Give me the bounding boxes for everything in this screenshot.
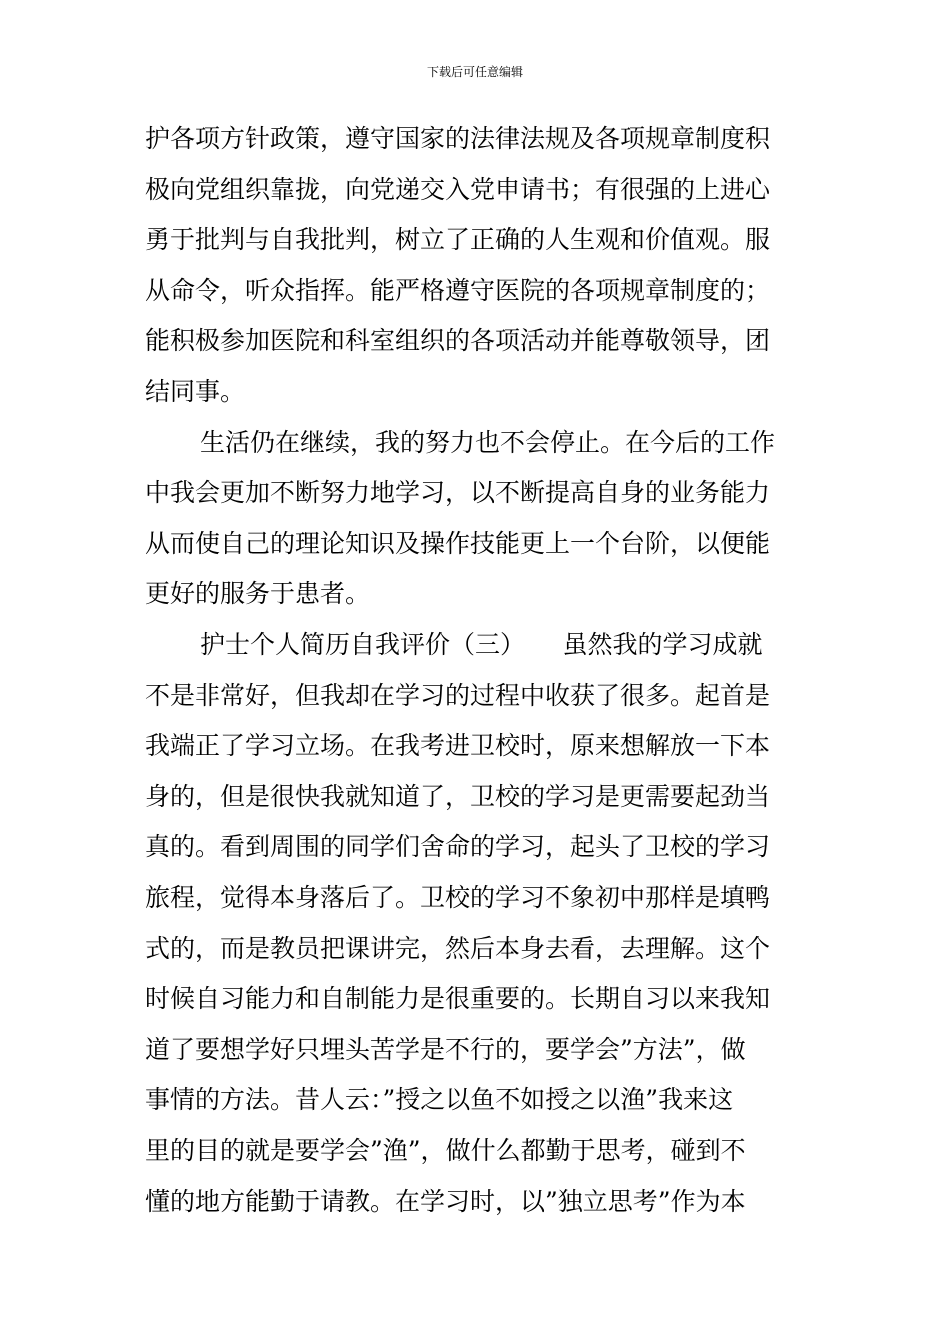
text-line: 时候自习能力和自制能力是很重要的。长期自习以来我知 [145, 984, 771, 1013]
page-header: 下载后可任意编辑 [426, 65, 523, 79]
text-line: 里的目的就是要学会”渔”，做什么都勤于思考，碰到不 [145, 1136, 746, 1165]
text-line: 从而使自己的理论知识及操作技能更上一个台阶，以便能 [145, 529, 771, 558]
text-line: 懂的地方能勤于请教。在学习时，以”独立思考”作为本 [145, 1187, 746, 1216]
text-line: 事情的方法。昔人云：”授之以鱼不如授之以渔”我来这 [145, 1085, 734, 1114]
text-line: 式的，而是教员把课讲完，然后本身去看，去理解。这个 [145, 934, 771, 963]
text-line: 道了要想学好只埋头苦学是不行的，要学会”方法”，做 [145, 1035, 746, 1064]
text-line: 不是非常好，但我却在学习的过程中收获了很多。起首是 [145, 681, 771, 710]
text-line: 结同事。 [145, 377, 246, 406]
text-line: 能积极参加医院和科室组织的各项活动并能尊敬领导，团 [145, 326, 771, 355]
text-line: 极向党组织靠拢，向党递交入党申请书；有很强的上进心 [145, 175, 771, 204]
text-line: 真的。看到周围的同学们舍命的学习，起头了卫校的学习 [145, 832, 771, 861]
text-line: 从命令，听众指挥。能严格遵守医院的各项规章制度的； [145, 276, 771, 305]
text-line: 护各项方针政策，遵守国家的法律法规及各项规章制度积 [145, 124, 771, 153]
text-line: 旅程，觉得本身落后了。卫校的学习不象初中那样是填鸭 [145, 883, 771, 912]
text-line: 护士个人简历自我评价（三） 虽然我的学习成就 [200, 630, 763, 659]
text-line: 生活仍在继续，我的努力也不会停止。在今后的工作 [200, 428, 776, 457]
text-line: 勇于批判与自我批判，树立了正确的人生观和价值观。服 [145, 225, 771, 254]
text-line: 中我会更加不断努力地学习，以不断提高自身的业务能力 [145, 478, 771, 507]
text-line: 身的，但是很快我就知道了，卫校的学习是更需要起劲当 [145, 782, 771, 811]
text-line: 我端正了学习立场。在我考进卫校时，原来想解放一下本 [145, 731, 771, 760]
text-line: 更好的服务于患者。 [145, 579, 371, 608]
